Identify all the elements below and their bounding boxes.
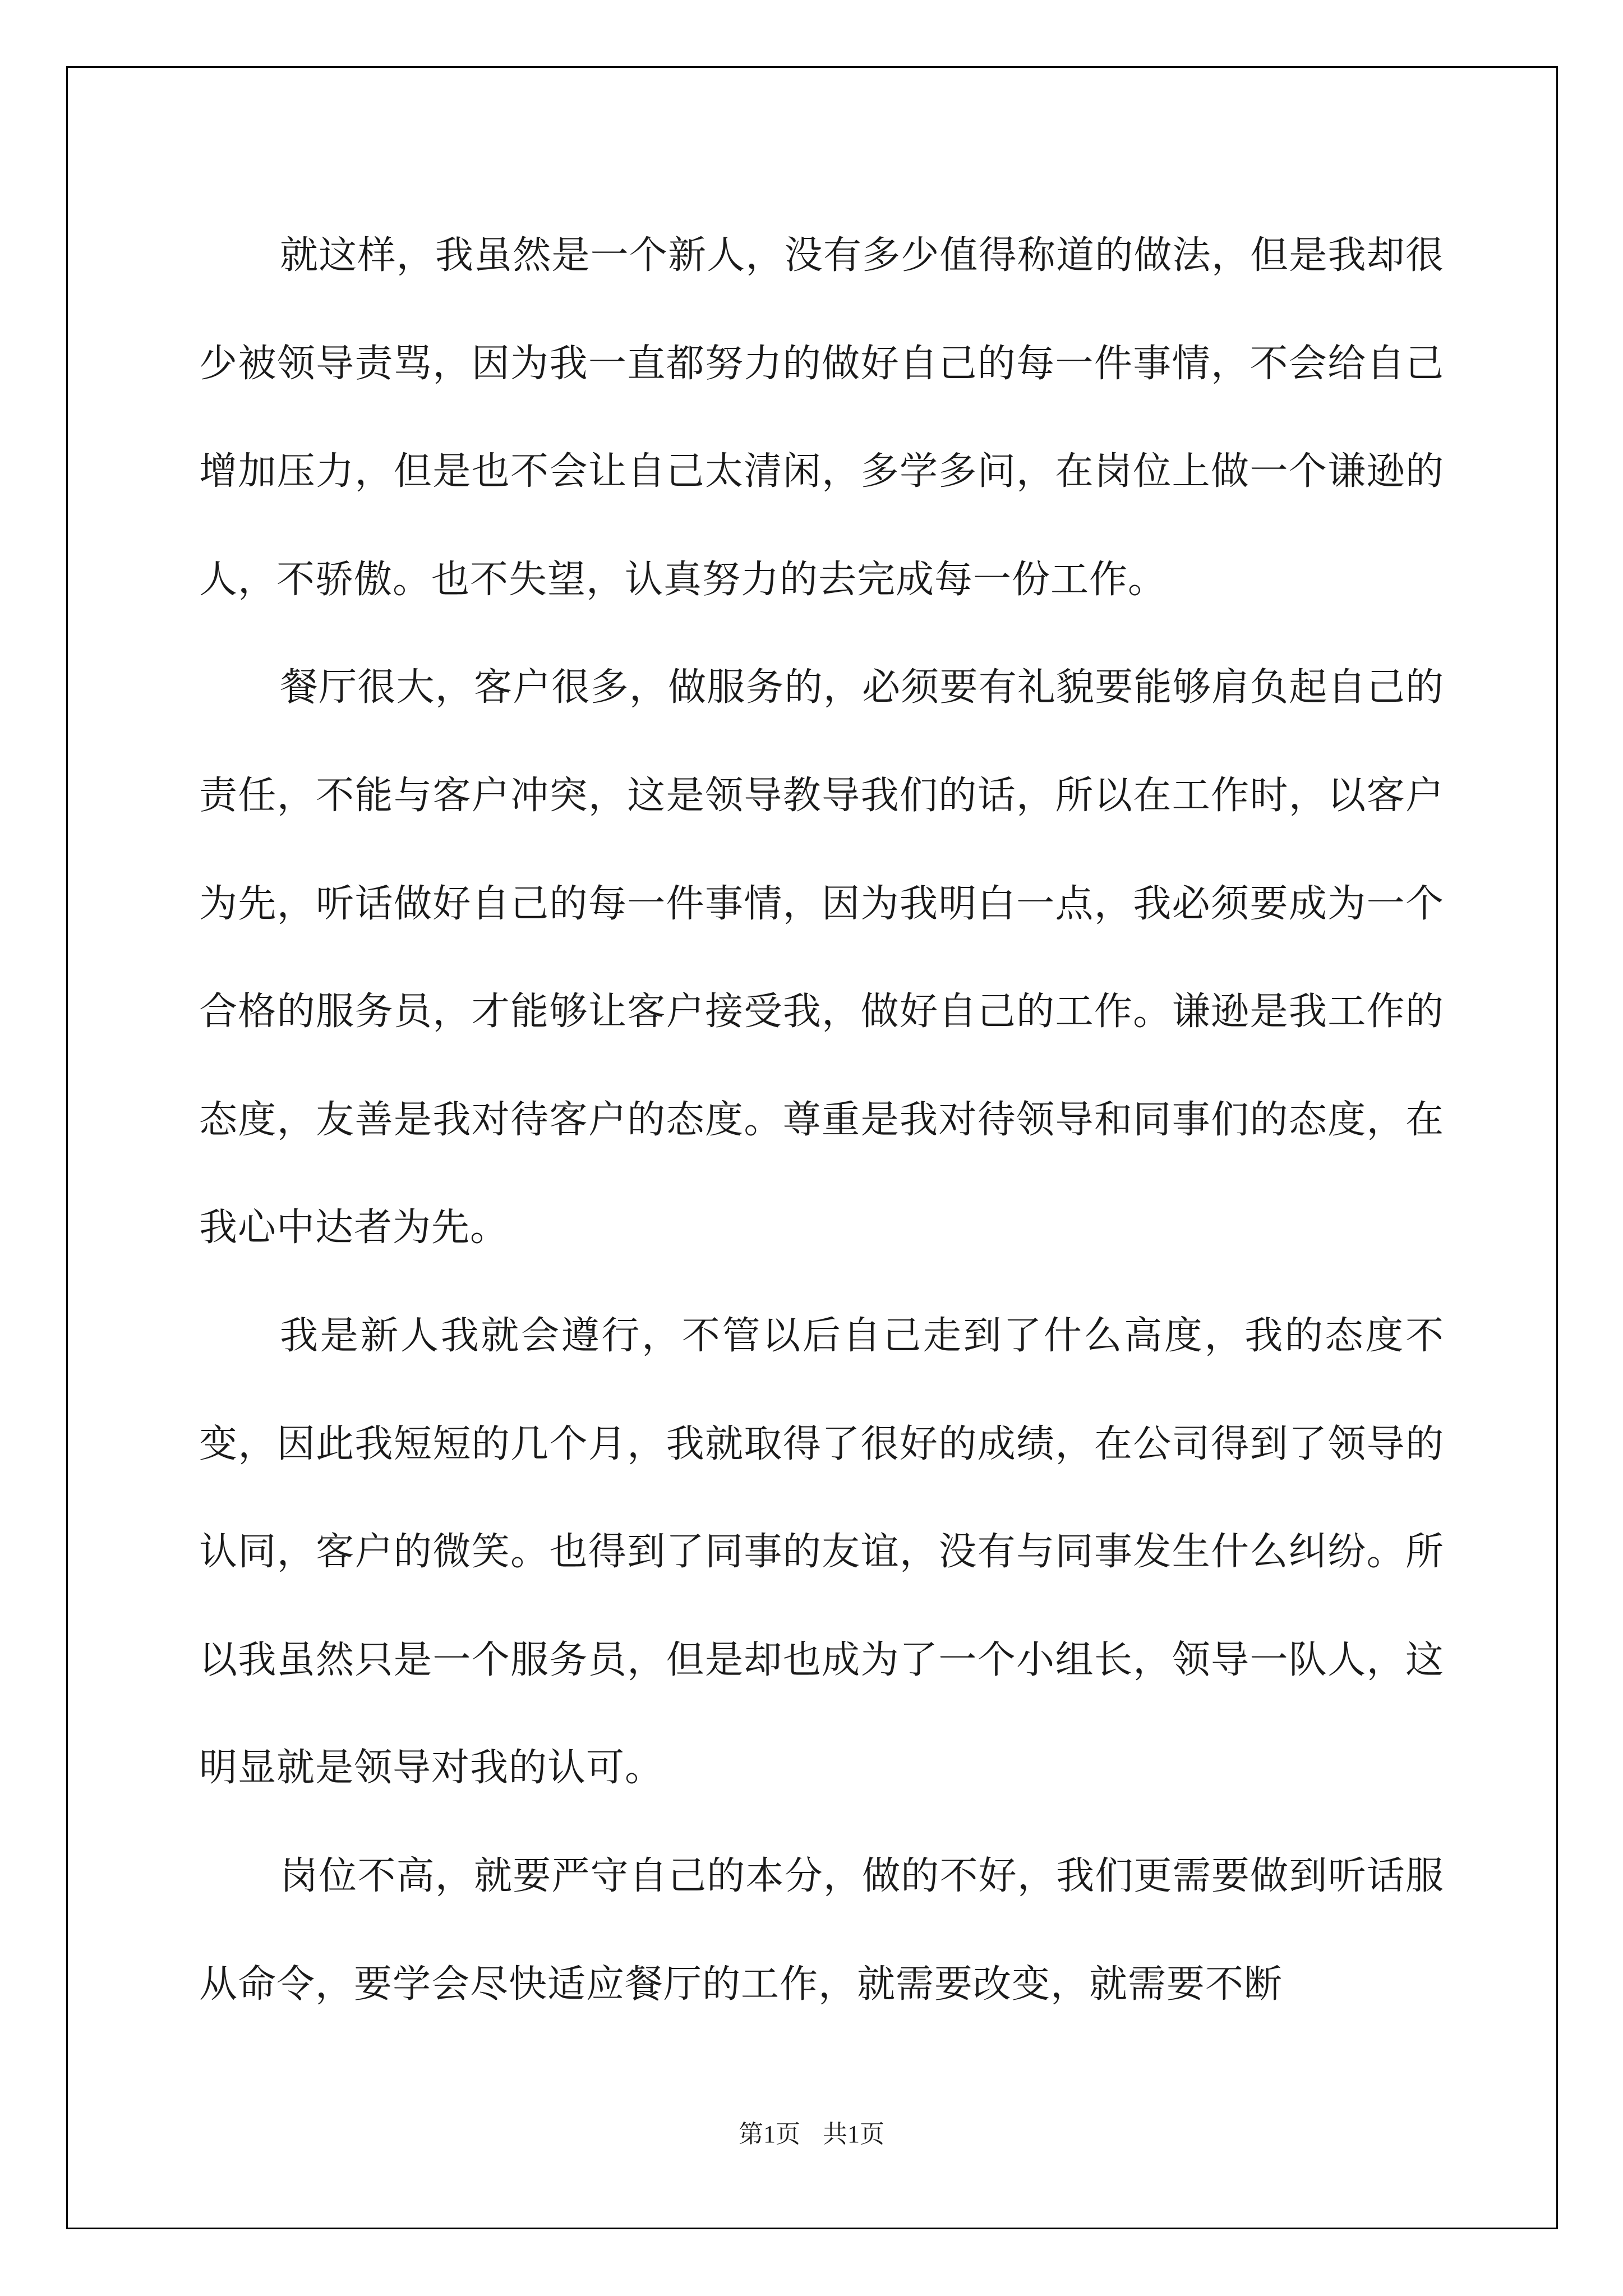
page-total: 共1页 — [823, 2120, 884, 2148]
paragraph-3: 我是新人我就会遵行，不管以后自己走到了什么高度，我的态度不变，因此我短短的几个月，我就取得了很好的成绩，在公司得到了领导的认同，客户的微笑。也得到了同事的友谊，没有与同事发生什么纠纷。所以我虽然只是一个服务员，但是却也成为了一个小组长，领导一队人，这明显就是领导对我的认可。 — [199, 1313, 1444, 1791]
page-number: 第1页 — [739, 2120, 800, 2148]
page-footer — [0, 2114, 1623, 2150]
paragraph-4: 岗位不高，就要严守自己的本分，做的不好，我们更需要做到听话服从命令，要学会尽快适应餐厅的工作，就需要改变，就需要不断 — [199, 1853, 1444, 2007]
paragraph-2: 餐厅很大，客户很多，做服务的，必须要有礼貌要能够肩负起自己的责任，不能与客户冲突，这是领导教导我们的话，所以在工作时，以客户为先，听话做好自己的每一件事情，因为我明白一点，我必须要成为一个合格的服务员，才能够让客户接受我，做好自己的工作。谦逊是我工作的态度，友善是我对待客户的态度。尊重是我对待领导和同事们的态度，在我心中达者为先。 — [199, 665, 1444, 1250]
document-body — [199, 202, 1444, 2039]
paragraph-1: 就这样，我虽然是一个新人，没有多少值得称道的做法，但是我却很少被领导责骂，因为我一直都努力的做好自己的每一件事情，不会给自己增加压力，但是也不会让自己太清闲，多学多问，在岗位上做一个谦逊的人，不骄傲。也不失望，认真努力的去完成每一份工作。 — [199, 233, 1444, 602]
